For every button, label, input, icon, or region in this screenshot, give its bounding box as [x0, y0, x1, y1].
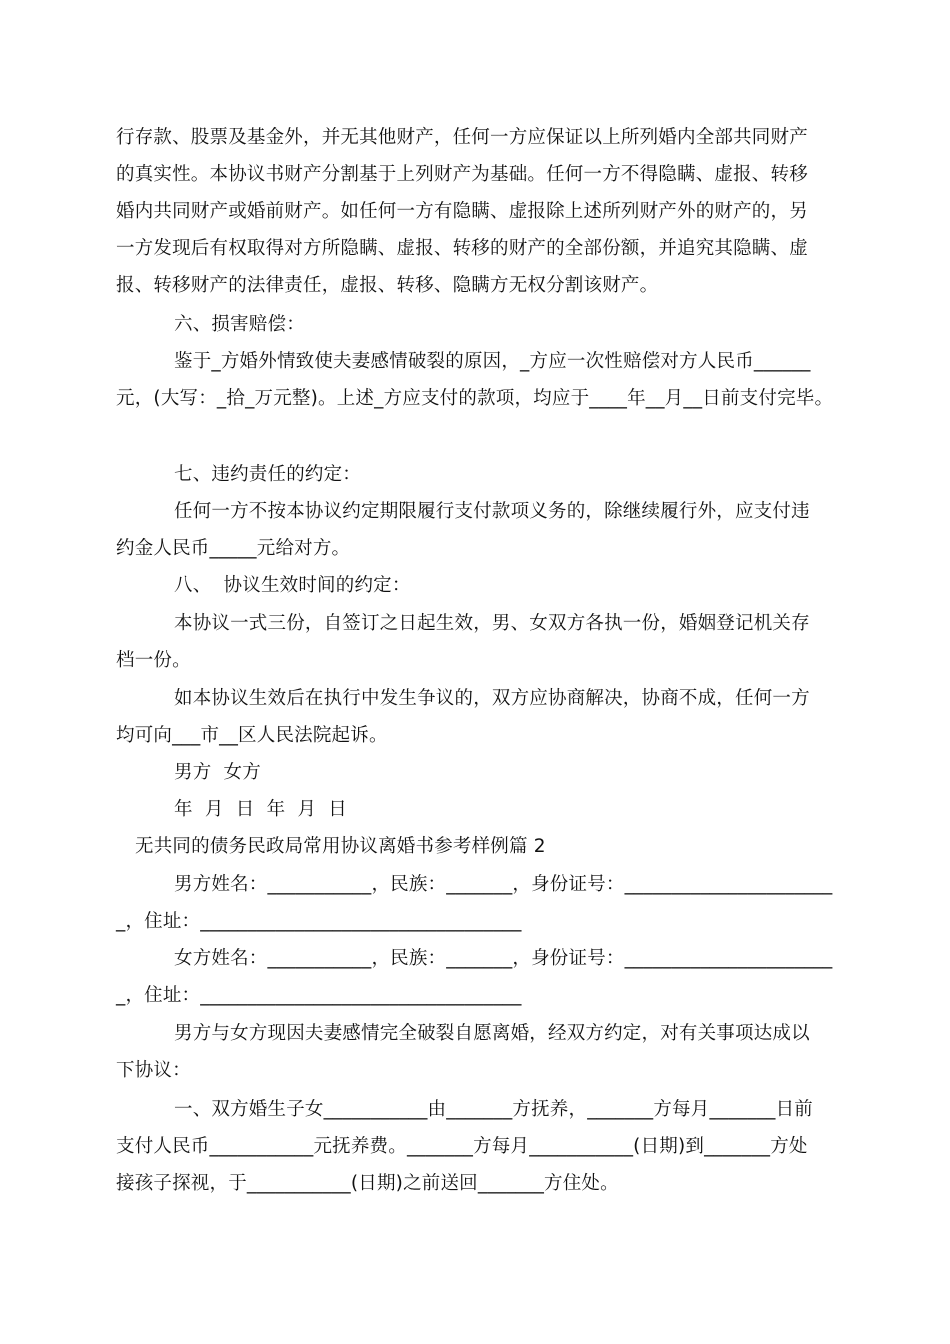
paragraph-line: 档一份。	[116, 650, 191, 671]
paragraph-line: 一方发现后有权取得对方所隐瞒、虚报、转移的财产的全部份额，并追究其隐瞒、虚	[116, 238, 808, 259]
form-line: 女方姓名：___________，民族：_______，身份证号：______________________	[174, 948, 833, 969]
section-heading: 六、损害赔偿：	[174, 314, 305, 335]
paragraph-line: 报、转移财产的法律责任，虚报、转移、隐瞒方无权分割该财产。	[116, 275, 659, 296]
paragraph-line: 本协议一式三份，自签订之日起生效，男、女双方各执一份，婚姻登记机关存	[174, 613, 810, 634]
paragraph-line: 接孩子探视，于___________(日期)之前送回_______方住处。	[116, 1173, 619, 1194]
paragraph-line: 男方与女方现因夫妻感情完全破裂自愿离婚，经双方约定，对有关事项达成以	[174, 1023, 810, 1044]
paragraph-line: 支付人民币___________元抚养费。_______方每月___________(日期)到_______方处	[116, 1136, 808, 1157]
paragraph-line: 鉴于_方婚外情致使夫妻感情破裂的原因，_方应一次性赔偿对方人民币______	[174, 351, 811, 372]
paragraph-line: 的真实性。本协议书财产分割基于上列财产为基础。任何一方不得隐瞒、虚报、转移	[116, 164, 808, 185]
signature-parties: 男方 女方	[174, 762, 261, 783]
paragraph-line: 如本协议生效后在执行中发生争议的，双方应协商解决，协商不成，任何一方	[174, 688, 810, 709]
form-line: 男方姓名：___________，民族：_______，身份证号：______________________	[174, 874, 833, 895]
paragraph-line: 下协议：	[116, 1060, 191, 1081]
section-heading: 八、 协议生效时间的约定：	[174, 575, 411, 596]
signature-dates: 年 月 日 年 月 日	[174, 799, 348, 820]
paragraph-line: 任何一方不按本协议约定期限履行支付款项义务的，除继续履行外，应支付违	[174, 501, 810, 522]
paragraph-line: 婚内共同财产或婚前财产。如任何一方有隐瞒、虚报除上述所列财产外的财产的，另	[116, 201, 808, 222]
paragraph-line: 一、双方婚生子女___________由_______方抚养，_______方每月_______日前	[174, 1099, 814, 1120]
paragraph-line: 行存款、股票及基金外，并无其他财产，任何一方应保证以上所列婚内全部共同财产	[116, 127, 808, 148]
paragraph-line: 均可向___市__区人民法院起诉。	[116, 725, 388, 746]
section-title: 无共同的债务民政局常用协议离婚书参考样例篇 2	[135, 836, 546, 857]
paragraph-line: 元，(大写：_拾_万元整)。上述_方应支付的款项，均应于____年__月__日前支付完毕。	[116, 388, 834, 409]
form-line: _，住址：__________________________________	[116, 911, 522, 932]
section-heading: 七、违约责任的约定：	[174, 464, 362, 485]
form-line: _，住址：__________________________________	[116, 985, 522, 1006]
paragraph-line: 约金人民币_____元给对方。	[116, 538, 351, 559]
